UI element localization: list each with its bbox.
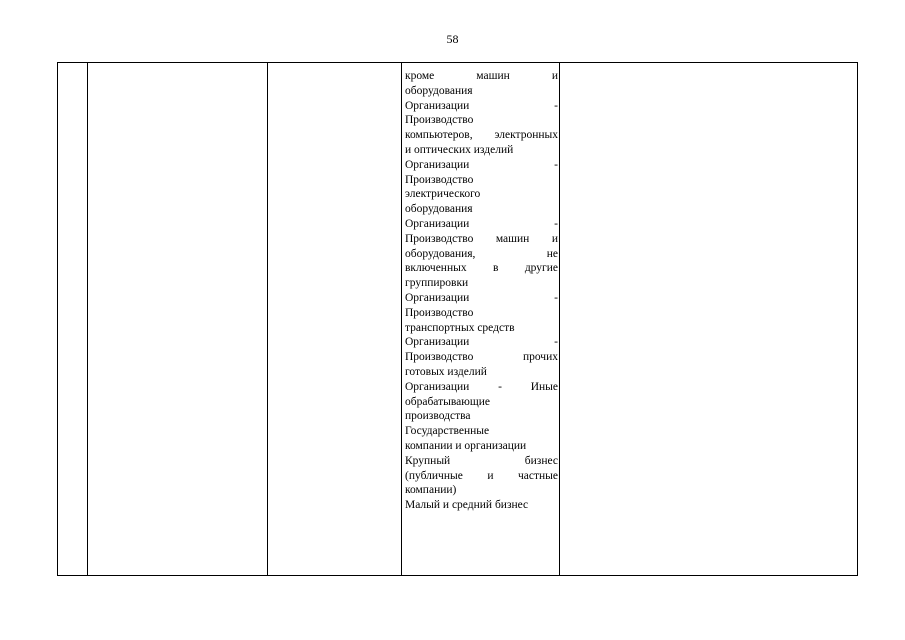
cell-text-line: производства xyxy=(405,410,471,423)
cell-text-line: компании) xyxy=(405,484,457,497)
cell-text-line: оборудования xyxy=(405,203,473,216)
cell-text-line: оборудования, не xyxy=(405,247,558,260)
table xyxy=(57,62,858,576)
column-divider-1 xyxy=(87,63,88,575)
cell-text-line: Организации - Иные xyxy=(405,380,558,393)
cell-text-line: Государственные xyxy=(405,425,490,438)
cell-text-line: Производство xyxy=(405,306,474,319)
cell-text-line: кроме машин и xyxy=(405,70,558,82)
cell-text-line: Производство машин и xyxy=(405,232,558,245)
column-divider-2 xyxy=(267,63,268,575)
cell-text-line: и оптических изделий xyxy=(405,143,514,156)
cell-text-line: группировки xyxy=(405,277,469,290)
cell-text-line: электрического xyxy=(405,188,481,201)
cell-text-line: Организации - xyxy=(405,291,558,304)
cell-text-line: включенных в другие xyxy=(405,262,558,275)
cell-text-line: транспортных средств xyxy=(405,321,515,334)
cell-text-line: Производство xyxy=(405,114,474,127)
cell-text-line: Организации - xyxy=(405,217,558,230)
cell-text-line: компании и организации xyxy=(405,439,527,452)
cell-text-line: Производство xyxy=(405,173,474,186)
cell-text-line: обрабатывающие xyxy=(405,395,490,408)
cell-text-line: Крупный бизнес xyxy=(405,454,558,467)
column-divider-4 xyxy=(559,63,560,575)
cell-text-line: (публичные и частные xyxy=(405,469,558,482)
cell-text-line: Производство прочих xyxy=(405,351,558,364)
cell-text-line: готовых изделий xyxy=(405,365,487,378)
cell-text-line: компьютеров, электронных xyxy=(405,129,558,142)
cell-text-line: Организации - xyxy=(405,158,558,171)
column-divider-3 xyxy=(401,63,402,575)
cell-text-line: Малый и средний бизнес xyxy=(405,499,529,512)
page-number: 58 xyxy=(446,32,459,46)
cell-text-line: оборудования xyxy=(405,84,473,97)
cell-text-line: Организации - xyxy=(405,99,558,112)
table-cell-column-4 xyxy=(405,69,558,513)
cell-text-line: Организации - xyxy=(405,336,558,349)
